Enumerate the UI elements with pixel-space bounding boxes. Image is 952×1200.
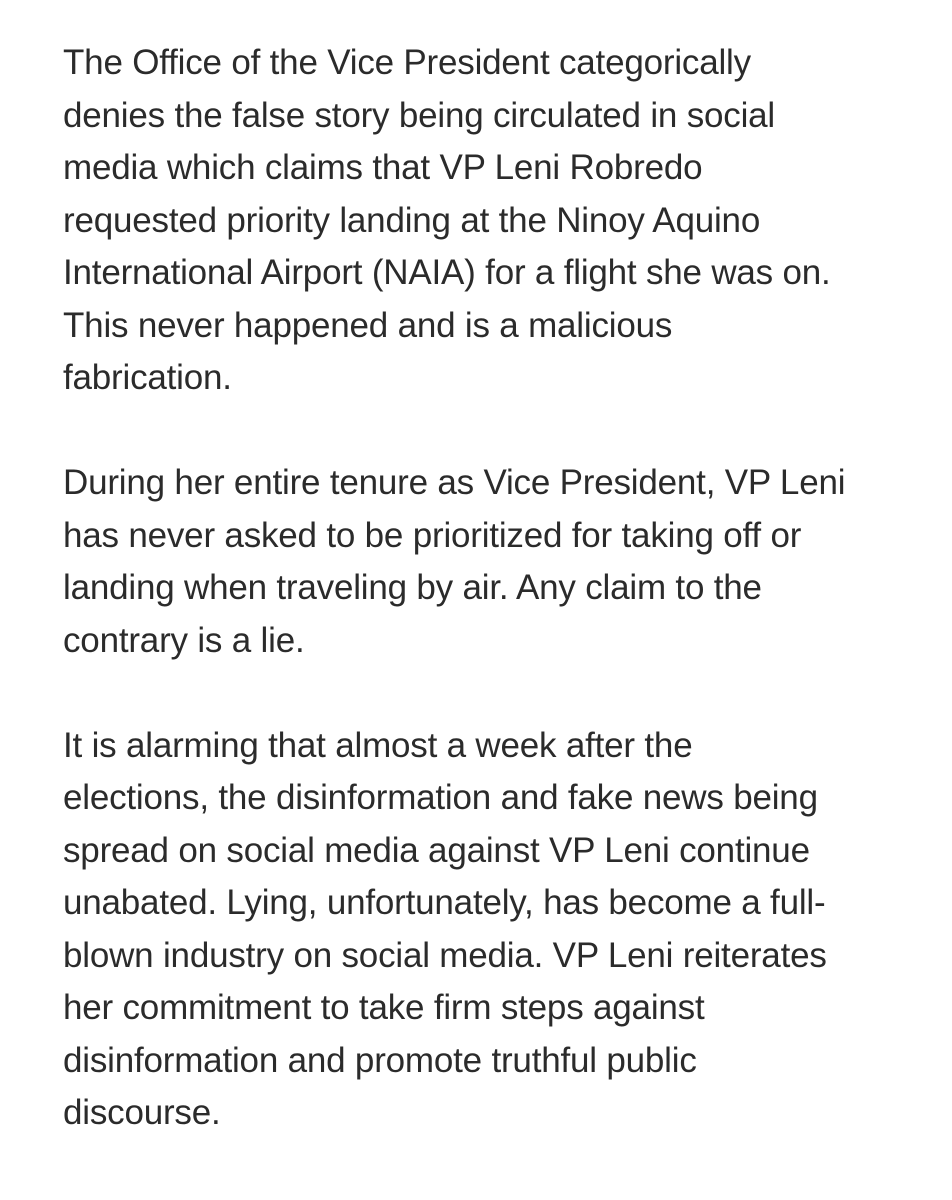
text-line: fabrication. bbox=[63, 358, 232, 397]
statement-body bbox=[63, 37, 913, 1140]
text-line: her commitment to take firm steps against bbox=[63, 988, 705, 1027]
paragraph-denial bbox=[63, 37, 913, 405]
text-line: During her entire tenure as Vice President, VP Leni bbox=[63, 463, 846, 502]
text-line: elections, the disinformation and fake news being bbox=[63, 778, 818, 817]
paragraph-disinformation bbox=[63, 720, 913, 1140]
text-line: spread on social media against VP Leni continue bbox=[63, 830, 810, 870]
text-line: landing when traveling by air. Any claim to the bbox=[63, 568, 762, 607]
text-line: discourse. bbox=[63, 1093, 221, 1132]
text-line: blown industry on social media. VP Leni reiterates bbox=[63, 935, 827, 975]
text-line: requested priority landing at the Ninoy Aquino bbox=[63, 200, 761, 240]
text-line: has never asked to be prioritized for taking off or bbox=[63, 515, 802, 555]
text-line: The Office of the Vice President categorically bbox=[63, 43, 751, 82]
text-line: media which claims that VP Leni Robredo bbox=[63, 148, 703, 187]
text-line: contrary is a lie. bbox=[63, 620, 305, 660]
text-line: This never happened and is a malicious bbox=[63, 305, 673, 345]
text-line: unabated. Lying, unfortunately, has become a full- bbox=[63, 883, 826, 922]
text-line: disinformation and promote truthful public bbox=[63, 1040, 697, 1080]
text-line: International Airport (NAIA) for a flight she was on. bbox=[63, 253, 831, 292]
paragraph-tenure bbox=[63, 457, 913, 667]
text-line: denies the false story being circulated in social bbox=[63, 95, 775, 135]
text-line: It is alarming that almost a week after the bbox=[63, 725, 693, 765]
paragraph-spacer bbox=[63, 667, 913, 720]
paragraph-spacer bbox=[63, 405, 913, 458]
